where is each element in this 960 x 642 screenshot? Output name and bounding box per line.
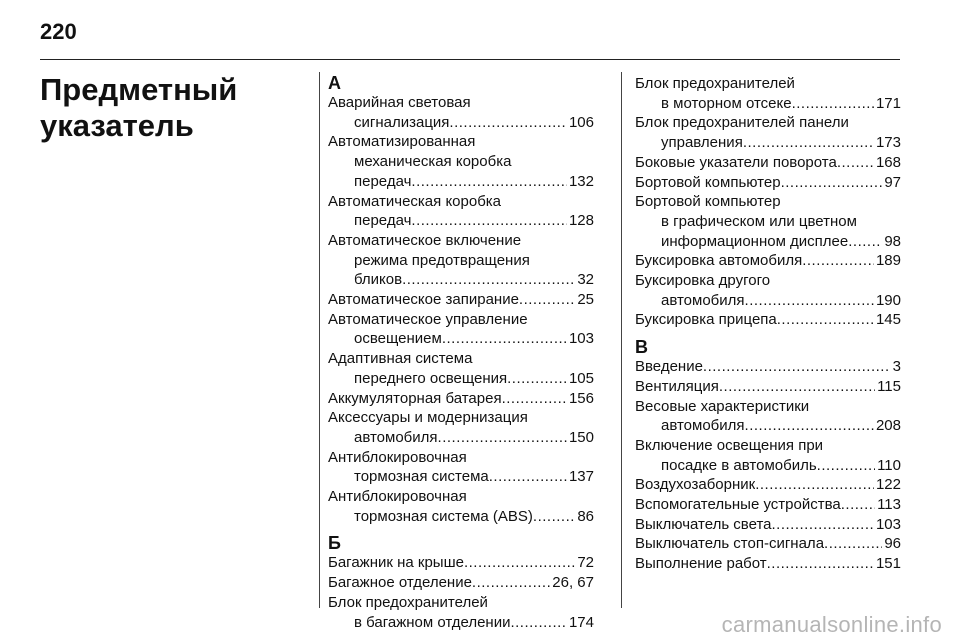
watermark: carmanualsonline.info xyxy=(721,612,942,637)
index-entry-text: Антиблокировочная xyxy=(328,488,467,506)
index-entry-text: освещением xyxy=(354,330,442,348)
index-entry-text: автомобиля xyxy=(354,428,438,446)
index-entry-last-line xyxy=(328,113,594,133)
index-entry-text: в графическом или цветном xyxy=(661,212,857,230)
index-entry xyxy=(328,132,594,191)
index-entry-page: 189 xyxy=(875,252,901,270)
header-rule xyxy=(40,59,900,60)
section-title: Предметный указатель xyxy=(40,72,238,143)
index-entry-page: 103 xyxy=(568,330,594,348)
index-entry-text: Блок предохранителей xyxy=(328,593,488,611)
dot-leader xyxy=(745,291,874,311)
index-entry xyxy=(328,389,594,409)
dot-leader xyxy=(502,389,567,409)
index-entry xyxy=(328,448,594,487)
index-entry-page: 98 xyxy=(884,232,901,250)
index-entry xyxy=(635,515,901,535)
index-entry xyxy=(328,487,594,526)
index-entry xyxy=(328,408,594,447)
index-entry-last-line xyxy=(328,369,594,389)
dot-leader xyxy=(442,329,567,349)
index-entry-text: в моторном отсеке xyxy=(661,94,792,112)
index-entry xyxy=(635,153,901,173)
index-entry-text: в багажном отделении xyxy=(354,613,511,631)
index-entry-text: посадке в автомобиль xyxy=(661,456,817,474)
index-entry-text: Боковые указатели поворота xyxy=(635,153,837,171)
index-entry-text: автомобиля xyxy=(661,291,745,309)
index-entry-text: Вентиляция xyxy=(635,377,719,395)
index-entry-last-line xyxy=(635,291,901,311)
index-entry xyxy=(635,357,901,377)
index-entry-text: автомобиля xyxy=(661,417,745,435)
index-entry-text: тормозная система (ABS) xyxy=(354,507,533,525)
dot-leader xyxy=(745,416,874,436)
dot-leader xyxy=(781,173,883,193)
index-entry-last-line xyxy=(635,310,901,330)
index-letter-heading: А xyxy=(328,73,341,93)
dot-leader xyxy=(772,515,874,535)
index-entry-text: передач xyxy=(354,172,412,190)
index-entry xyxy=(328,192,594,231)
dot-leader xyxy=(489,467,567,487)
index-entry-last-line xyxy=(635,232,901,252)
index-entry-text: механическая коробка xyxy=(354,153,512,171)
dot-leader xyxy=(719,377,875,397)
dot-leader xyxy=(802,251,874,271)
index-entry-page: 168 xyxy=(875,153,901,171)
index-entry-text: Автоматизированная xyxy=(328,133,476,151)
index-entry-text: переднего освещения xyxy=(354,369,508,387)
index-entry xyxy=(635,74,901,113)
index-entry-page: 208 xyxy=(875,417,901,435)
index-entry-text: Бортовой компьютер xyxy=(635,193,781,211)
dot-leader xyxy=(703,357,891,377)
index-entry-page: 105 xyxy=(568,369,594,387)
index-letter-heading: В xyxy=(635,337,648,358)
index-entry-text: Бортовой компьютер xyxy=(635,173,781,191)
dot-leader xyxy=(472,573,550,593)
index-entry-page: 3 xyxy=(892,358,901,376)
index-entry-last-line xyxy=(635,515,901,535)
index-entry-text: Адаптивная система xyxy=(328,350,473,368)
index-entry-text: Весовые характеристики xyxy=(635,397,810,415)
index-entry-last-line xyxy=(328,211,594,231)
index-entry-last-line xyxy=(328,329,594,349)
index-column-2 xyxy=(635,74,901,574)
dot-leader xyxy=(848,232,882,252)
index-entry xyxy=(635,173,901,193)
index-entry xyxy=(328,553,594,573)
index-entry-text: Введение xyxy=(635,358,703,376)
index-entry-page: 156 xyxy=(568,389,594,407)
index-entry xyxy=(328,290,594,310)
index-entry-text: Блок предохранителей панели xyxy=(635,114,849,132)
dot-leader xyxy=(519,290,575,310)
index-entry xyxy=(635,113,901,152)
dot-leader xyxy=(792,94,874,114)
index-entry-text: Автоматическое запирание xyxy=(328,291,519,309)
index-entry-last-line xyxy=(635,153,901,173)
index-entry-last-line xyxy=(635,251,901,271)
index-entry-text: Автоматическая коробка xyxy=(328,192,502,210)
index-entry-last-line xyxy=(328,573,594,593)
index-entry-text: Багажное отделение xyxy=(328,574,472,592)
index-entry-page: 32 xyxy=(577,271,594,289)
index-entry xyxy=(328,231,594,290)
index-entry xyxy=(635,534,901,554)
index-entry-text: информационном дисплее xyxy=(661,232,849,250)
index-entry xyxy=(328,310,594,349)
index-entry-text: Выполнение работ xyxy=(635,555,767,573)
index-entry xyxy=(328,93,594,132)
index-entry-text: тормозная система xyxy=(354,468,489,486)
index-entry-text: Буксировка другого xyxy=(635,272,771,290)
index-entry xyxy=(635,377,901,397)
index-entry-text: управления xyxy=(661,134,743,152)
index-entry-text: Включение освещения при xyxy=(635,436,824,454)
dot-leader xyxy=(777,310,874,330)
index-entry-last-line xyxy=(635,456,901,476)
index-entry-page: 173 xyxy=(875,134,901,152)
index-entry-text: Вспомогательные устройства xyxy=(635,496,841,514)
index-entry-page: 106 xyxy=(568,113,594,131)
index-entry-last-line xyxy=(635,173,901,193)
index-entry-text: Буксировка автомобиля xyxy=(635,252,803,270)
index-entry-text: Воздухозаборник xyxy=(635,476,756,494)
column-divider-right xyxy=(621,72,622,608)
index-entry xyxy=(635,495,901,515)
index-entry-last-line xyxy=(328,428,594,448)
dot-leader xyxy=(411,211,567,231)
index-entry-page: 151 xyxy=(875,555,901,573)
index-entry-page: 26, 67 xyxy=(552,574,594,592)
dot-leader xyxy=(510,613,567,633)
index-entry-text: Аккумуляторная батарея xyxy=(328,389,502,407)
index-entry-text: бликов xyxy=(354,271,403,289)
dot-leader xyxy=(841,495,875,515)
dot-leader xyxy=(438,428,567,448)
index-entry-last-line xyxy=(635,534,901,554)
index-entry-page: 115 xyxy=(877,377,901,395)
dot-leader xyxy=(411,172,567,192)
dot-leader xyxy=(837,153,874,173)
index-entry-last-line xyxy=(635,554,901,574)
index-entry-last-line xyxy=(635,357,901,377)
index-entry-page: 103 xyxy=(875,515,901,533)
dot-leader xyxy=(464,553,575,573)
index-entry-page: 171 xyxy=(875,94,901,112)
index-entry-text: передач xyxy=(354,212,412,230)
index-entry xyxy=(635,397,901,436)
index-entry-page: 190 xyxy=(875,291,901,309)
index-entry-last-line xyxy=(328,389,594,409)
index-entry-last-line xyxy=(635,475,901,495)
index-letter-heading: Б xyxy=(328,533,341,554)
index-entry-text: сигнализация xyxy=(354,113,450,131)
dot-leader xyxy=(449,113,567,133)
index-entry-text: Автоматическое управление xyxy=(328,310,528,328)
index-entry-page: 72 xyxy=(577,554,594,572)
index-entry-page: 97 xyxy=(884,173,901,191)
index-entry-page: 122 xyxy=(875,476,901,494)
dot-leader xyxy=(507,369,567,389)
index-entry-last-line xyxy=(328,172,594,192)
index-entry xyxy=(635,475,901,495)
index-entry-text: Автоматическое включение xyxy=(328,231,522,249)
index-entry-text: Блок предохранителей xyxy=(635,75,795,92)
index-entry-text: Выключатель стоп-сигнала xyxy=(635,535,825,553)
index-entry xyxy=(328,349,594,388)
index-entry-text: Аксессуары и модернизация xyxy=(328,409,528,427)
index-entry xyxy=(635,192,901,251)
index-entry-last-line xyxy=(635,377,901,397)
index-entry-text: Выключатель света xyxy=(635,515,772,533)
index-entry-page: 132 xyxy=(568,172,594,190)
index-entry xyxy=(635,554,901,574)
index-entry-last-line xyxy=(328,613,594,633)
index-entry-last-line xyxy=(328,507,594,527)
index-entry-last-line xyxy=(635,495,901,515)
index-entry xyxy=(635,271,901,310)
index-entry-last-line xyxy=(328,270,594,290)
index-entry-page: 110 xyxy=(877,456,901,474)
column-divider-left xyxy=(319,72,320,608)
dot-leader xyxy=(755,475,874,495)
index-entry-last-line xyxy=(635,416,901,436)
index-entry-last-line xyxy=(635,133,901,153)
index-entry-page: 145 xyxy=(875,311,901,329)
index-entry-page: 113 xyxy=(877,496,901,514)
dot-leader xyxy=(767,554,874,574)
index-entry-last-line xyxy=(328,290,594,310)
index-entry-text: Багажник на крыше xyxy=(328,554,464,572)
dot-leader xyxy=(743,133,874,153)
index-entry-last-line xyxy=(328,467,594,487)
index-entry-page: 150 xyxy=(568,428,594,446)
index-entry-page: 86 xyxy=(577,507,594,525)
index-entry xyxy=(635,310,901,330)
index-entry xyxy=(635,436,901,475)
index-entry-page: 128 xyxy=(568,212,594,230)
index-entry-page: 174 xyxy=(568,613,594,631)
index-entry xyxy=(328,573,594,593)
dot-leader xyxy=(824,534,882,554)
index-entry-last-line xyxy=(328,553,594,573)
index-entry-last-line xyxy=(635,94,901,114)
dot-leader xyxy=(533,507,575,527)
index-entry-text: Аварийная световая xyxy=(328,94,471,111)
index-entry-text: Антиблокировочная xyxy=(328,448,467,466)
index-entry xyxy=(328,593,594,632)
dot-leader xyxy=(402,270,575,290)
index-entry-page: 25 xyxy=(577,291,594,309)
dot-leader xyxy=(817,456,875,476)
page-number: 220 xyxy=(40,19,77,44)
index-entry-text: режима предотвращения xyxy=(354,251,530,269)
index-entry-page: 137 xyxy=(568,468,594,486)
index-entry-text: Буксировка прицепа xyxy=(635,311,777,329)
index-column-1 xyxy=(328,74,594,632)
index-entry xyxy=(635,251,901,271)
index-entry-page: 96 xyxy=(884,535,901,553)
